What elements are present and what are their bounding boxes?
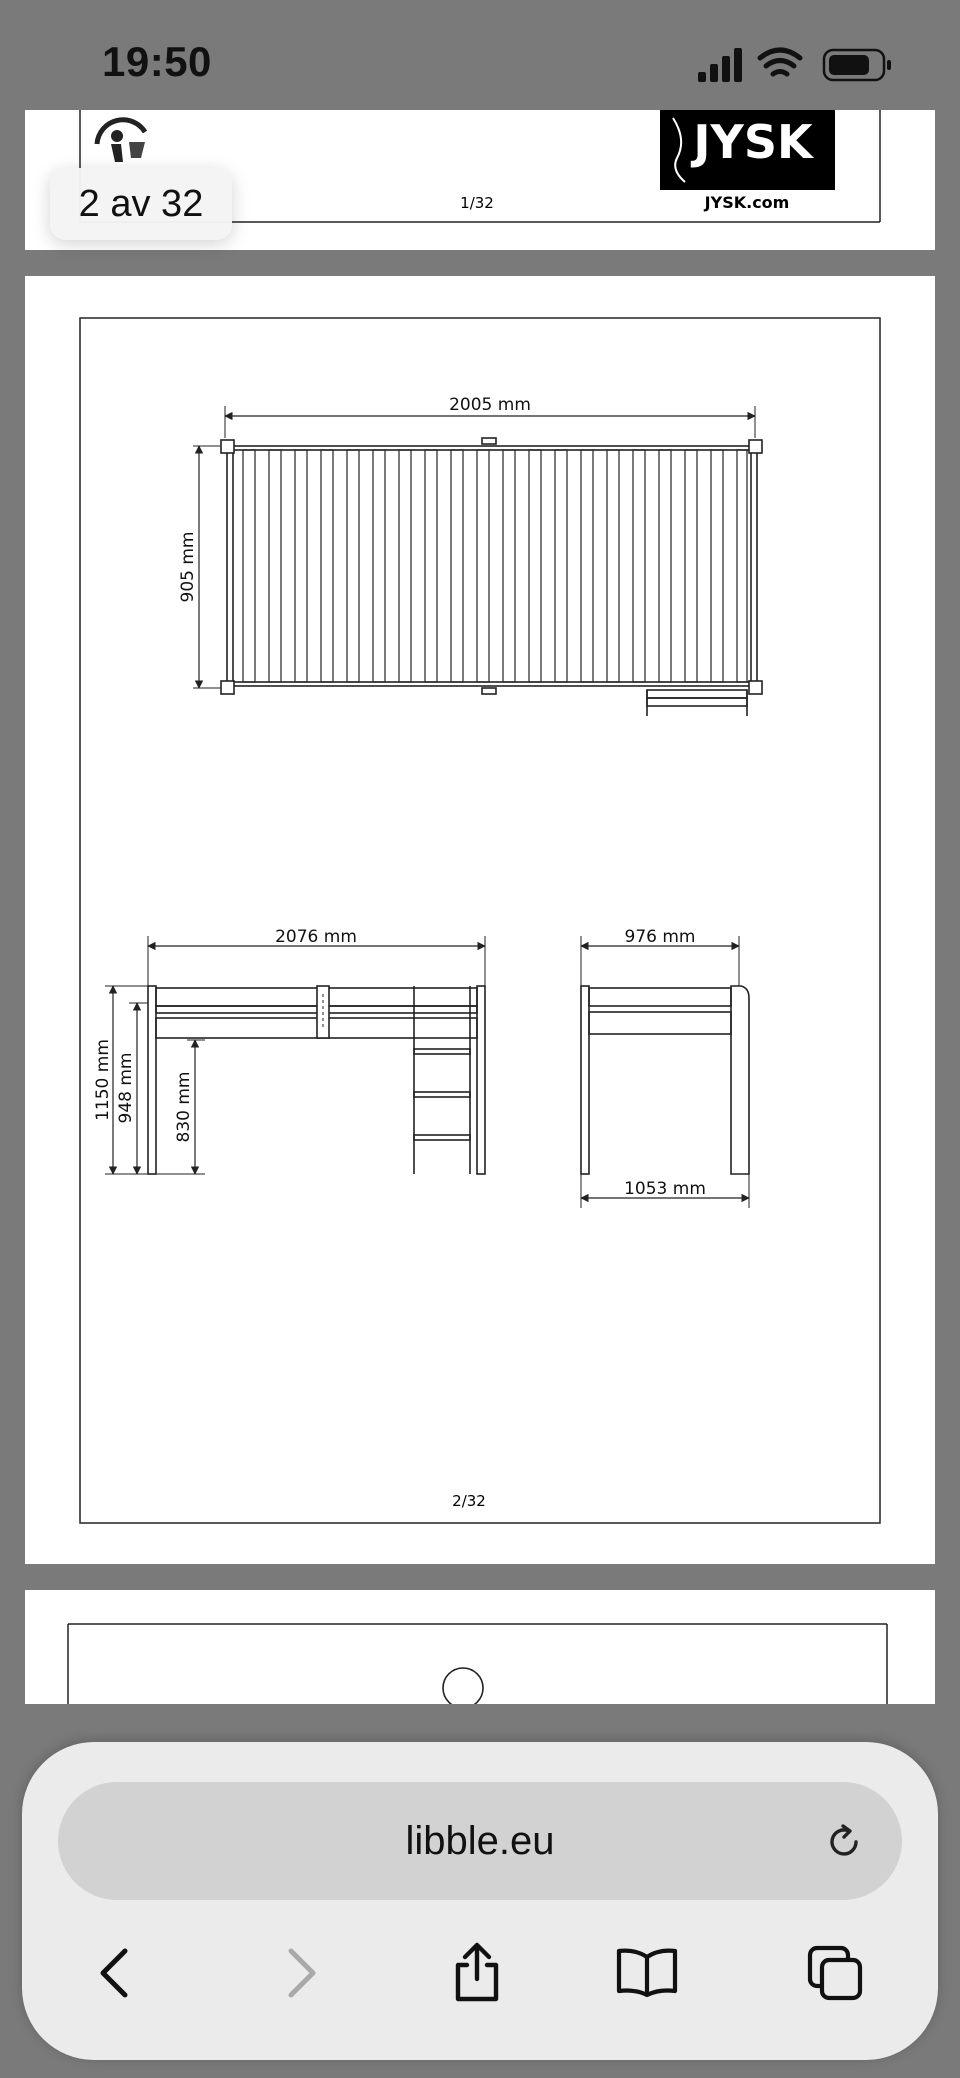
address-bar[interactable] bbox=[58, 1782, 902, 1900]
end-view-drawing bbox=[581, 936, 749, 1208]
status-bar bbox=[0, 0, 960, 118]
back-icon bbox=[95, 1945, 135, 2001]
dim-top-width: 905 mm bbox=[178, 531, 198, 603]
back-button[interactable] bbox=[70, 1928, 160, 2018]
dim-end-width-top: 976 mm bbox=[624, 927, 696, 947]
signal-icon bbox=[698, 48, 742, 82]
dim-top-length: 2005 mm bbox=[449, 395, 531, 415]
page-3-canvas bbox=[25, 1590, 935, 1704]
status-time: 19:50 bbox=[102, 38, 212, 85]
reload-icon[interactable] bbox=[822, 1820, 866, 1864]
status-icons bbox=[696, 44, 896, 84]
battery-icon bbox=[824, 50, 891, 80]
dim-side-height-under: 830 mm bbox=[174, 1071, 194, 1143]
page-indicator: 2 av 32 bbox=[50, 168, 232, 240]
dim-side-height-rail: 948 mm bbox=[116, 1052, 136, 1124]
browser-bottom-bar bbox=[22, 1742, 938, 2060]
dim-side-height-total: 1150 mm bbox=[93, 1039, 113, 1121]
jysk-logo-text: JYSK bbox=[693, 115, 813, 169]
tabs-icon bbox=[806, 1944, 864, 2002]
share-button[interactable] bbox=[432, 1928, 522, 2018]
page-2-border bbox=[80, 318, 880, 1523]
bookmarks-button[interactable] bbox=[602, 1928, 692, 2018]
page-number-1: 1/32 bbox=[460, 194, 494, 212]
wifi-icon bbox=[760, 50, 800, 74]
share-icon bbox=[450, 1941, 504, 2005]
page-2-canvas bbox=[25, 276, 935, 1564]
forward-icon bbox=[281, 1945, 321, 2001]
browser-toolbar bbox=[22, 1928, 938, 2018]
tabs-button[interactable] bbox=[790, 1928, 880, 2018]
pdf-page-3 bbox=[25, 1590, 935, 1704]
forward-button[interactable] bbox=[256, 1928, 346, 2018]
pdf-page-2 bbox=[25, 276, 935, 1564]
url-text: libble.eu bbox=[405, 1818, 555, 1863]
page-number-2: 2/32 bbox=[452, 1492, 486, 1510]
top-view-slats bbox=[243, 450, 747, 682]
side-view-drawing bbox=[105, 936, 485, 1174]
page-3-circle bbox=[443, 1668, 483, 1704]
dim-end-width-bottom: 1053 mm bbox=[624, 1179, 706, 1199]
top-view-drawing bbox=[193, 406, 762, 716]
jysk-logo bbox=[660, 110, 835, 190]
dim-side-length: 2076 mm bbox=[275, 927, 357, 947]
bookmarks-icon bbox=[615, 1947, 679, 1999]
jysk-url: JYSK.com bbox=[704, 193, 790, 212]
recycle-icon bbox=[97, 120, 145, 162]
